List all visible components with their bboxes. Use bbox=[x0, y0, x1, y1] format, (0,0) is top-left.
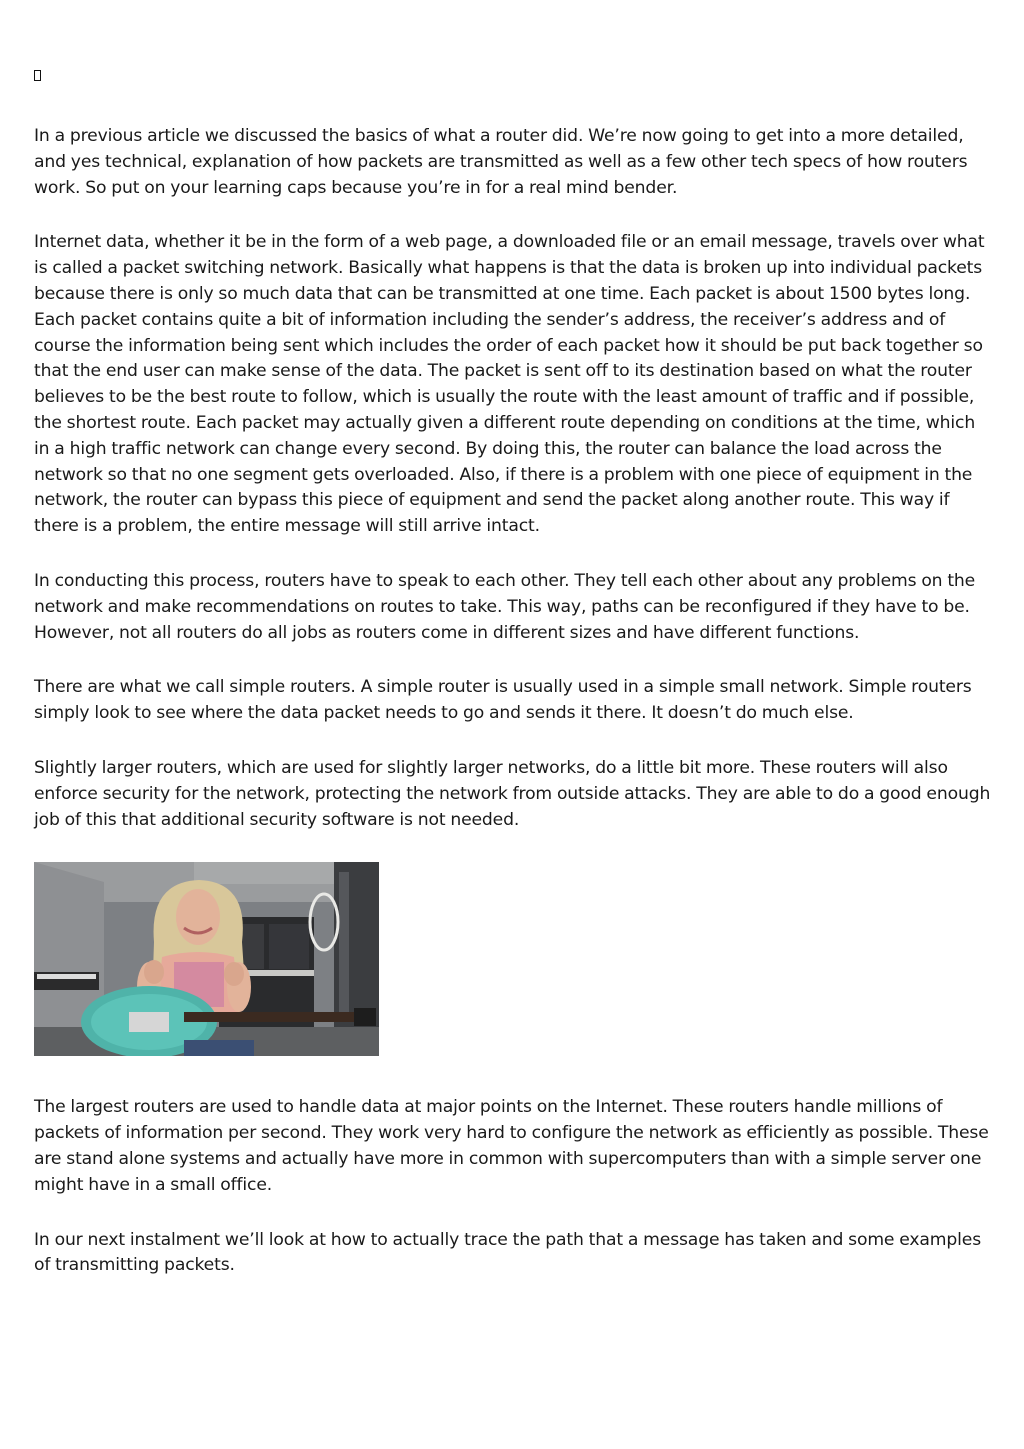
intro-text-after: the basics of what a router did. We’re now going to get into a more detailed, and yes technical, explanation of how packets are transmitted as well as a few other tech specs of how routers work. So put on your learning caps because you’re in for a real mind bender. bbox=[34, 126, 968, 198]
paragraph-intro bbox=[34, 124, 994, 201]
missing-glyph-icon bbox=[34, 62, 994, 85]
article bbox=[34, 62, 994, 1279]
paragraph-largest-routers: The largest routers are used to handle data at major points on the Internet. These routers handle millions of packets of information per second. They work very hard to configure the network as efficiently as possible. These are stand alone systems and actually have more in common with supercomputers than with a simple server one might have in a small office. bbox=[34, 1097, 989, 1195]
guitar-photo bbox=[34, 862, 379, 1056]
glyph-box bbox=[34, 70, 41, 81]
paragraph-packet-switching: Internet data, whether it be in the form of a web page, a downloaded file or an email message, travels over what is called a packet switching network. Basically what happens is that the data is broken up into individual packets because there is only so much data that can be transmitted at one time. Each packet is about 1500 bytes long. Each packet contains quite a bit of information including the sender’s address, the receiver’s address and of course the information being sent which includes the order of each packet how it should be put back together so that the end user can make sense of the data. The packet is sent off to its destination based on what the router believes to be the best route to follow, which is usually the route with the least amount of traffic and if possible, the shortest route. Each packet may actually given a different route depending on conditions at the time, which in a high traffic network can change every second. By doing this, the router can balance the load across the network so that no one segment gets overloaded. Also, if there is a problem with one piece of equipment in the network, the router can bypass this piece of equipment and send the packet along another route. This way if there is a problem, the entire message will still arrive intact. bbox=[34, 232, 985, 537]
paragraph-routers-communicate: In conducting this process, routers have to speak to each other. They tell each other about any problems on the network and make recommendations on routes to take. This way, paths can be reconfigured if they have to be. However, not all routers do all jobs as routers come in different sizes and have different functions. bbox=[34, 570, 976, 643]
intro-text-before: In a previous article we discussed bbox=[34, 126, 323, 146]
paragraph-larger-routers: Slightly larger routers, which are used for slightly larger networks, do a little bit more. These routers will also enforce security for the network, protecting the network from outside attacks. They are able to do a good enough job of this that additional security software is not needed. bbox=[34, 757, 991, 830]
paragraph-simple-routers: There are what we call simple routers. A simple router is usually used in a simple small network. Simple routers simply look to see where the data packet needs to go and sends it there. It doesn’t do much else. bbox=[34, 677, 972, 724]
guitar-photo-illustration bbox=[34, 862, 379, 1056]
paragraph-next-instalment: In our next instalment we’ll look at how to actually trace the path that a message has taken and some examples of transmitting packets. bbox=[34, 1229, 982, 1276]
